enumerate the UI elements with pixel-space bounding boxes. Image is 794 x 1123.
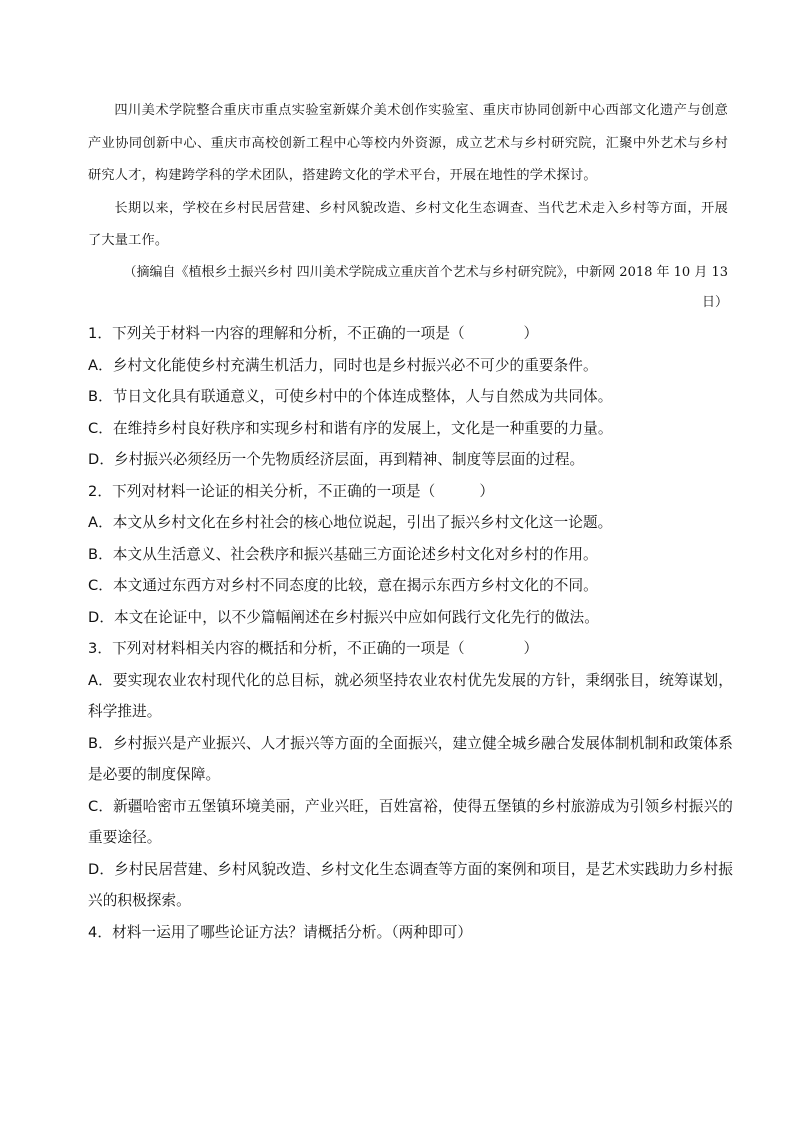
option-b: B．乡村振兴是产业振兴、人才振兴等方面的全面振兴，建立健全城乡融合发展体制机制和政策体系是必要的制度保障。 — [88, 734, 733, 783]
option-a: A．乡村文化能使乡村充满生机活力，同时也是乡村振兴必不可少的重要条件。 — [88, 356, 598, 374]
question-stem: 1．下列关于材料一内容的理解和分析，不正确的一项是（ ） — [88, 325, 539, 342]
question-4 — [88, 917, 733, 949]
option-a: A．要实现农业农村现代化的总目标，就必须坚持农业农村优先发展的方针，秉纲张目，统筹谋划，科学推进。 — [88, 671, 733, 720]
option-c: C．本文通过东西方对乡村不同态度的比较，意在揭示东西方乡村文化的不同。 — [88, 577, 598, 594]
option-d: D．乡村民居营建、乡村风貌改造、乡村文化生态调查等方面的案例和项目，是艺术实践助力乡村振兴的积极探索。 — [88, 860, 733, 909]
option-c: C．新疆哈密市五堡镇环境美丽，产业兴旺，百姓富裕，使得五堡镇的乡村旅游成为引领乡村振兴的重要途径。 — [88, 797, 733, 846]
option-b: B．节日文化具有联通意义，可使乡村中的个体连成整体，人与自然成为共同体。 — [88, 388, 613, 405]
question-1 — [88, 318, 733, 476]
material-paragraph-2: 长期以来，学校在乡村民居营建、乡村风貌改造、乡村文化生态调查、当代艺术走入乡村等方面，开展了大量工作。 — [88, 200, 728, 248]
option-c: C．在维持乡村良好秩序和实现乡村和谐有序的发展上，文化是一种重要的力量。 — [88, 419, 613, 437]
option-b: B．本文从生活意义、社会秩序和振兴基础三方面论述乡村文化对乡村的作用。 — [88, 545, 598, 563]
material-source-citation: （摘编自《植根乡土振兴乡村 四川美术学院成立重庆首个艺术与乡村研究院》，中新网 2018 年 10 月 13 日） — [123, 264, 728, 310]
option-a: A．本文从乡村文化在乡村社会的核心地位说起，引出了振兴乡村文化这一论题。 — [88, 514, 613, 531]
question-2 — [88, 476, 733, 634]
question-stem: 4．材料一运用了哪些论证方法？请概括分析。（两种即可） — [88, 923, 473, 941]
option-d: D．本文在论证中，以不少篇幅阐述在乡村振兴中应如何践行文化先行的做法。 — [88, 608, 599, 626]
material-paragraph-1: 四川美术学院整合重庆市重点实验室新媒介美术创作实验室、重庆市协同创新中心西部文化遗产与创意产业协同创新中心、重庆市高校创新工程中心等校内外资源，成立艺术与乡村研究院，汇聚中外艺术与乡村研究人才，构建跨学科的学术团队，搭建跨文化的学术平台，开展在地性的学术探讨。 — [88, 103, 728, 183]
option-d: D．乡村振兴必须经历一个先物质经济层面，再到精神、制度等层面的过程。 — [88, 451, 585, 468]
question-stem: 2．下列对材料一论证的相关分析，不正确的一项是（ ） — [88, 482, 495, 500]
reading-material — [88, 95, 728, 318]
question-stem: 3．下列对材料相关内容的概括和分析，不正确的一项是（ ） — [88, 640, 539, 657]
question-list — [88, 318, 733, 948]
question-3 — [88, 633, 733, 917]
